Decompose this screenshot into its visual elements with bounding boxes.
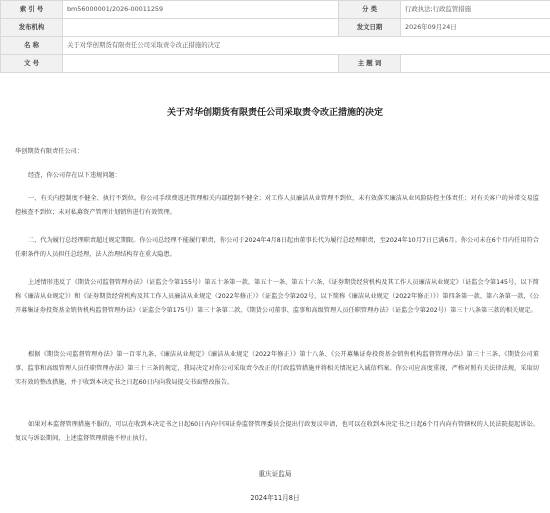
name-value: 关于对华创期货有限责任公司采取责令改正措施的决定 — [63, 37, 550, 55]
sign-date: 2024年11月8日 — [250, 494, 300, 502]
document-title: 关于对华创期货有限责任公司采取责令改正措施的决定 — [166, 108, 383, 118]
salutation: 华创期货有限责任公司： — [15, 148, 84, 155]
signer: 重庆证监局 — [258, 470, 292, 478]
keywords-label: 主 题 词 — [339, 55, 401, 73]
index-value: bm56000001/2026-00011259 — [63, 1, 339, 19]
index-label: 索 引 号 — [1, 1, 63, 19]
paragraph-issue-1: 一、有关内控制度不健全、执行不到位。你公司手续费返还管理相关内部控制不健全；对工作人员廉洁从业管理不到位，未有效落实廉洁从业风险防控主体责任；对有关客户的异常交易监控核查不到位；未对私募资产管理计划销售进行有效管理。 — [15, 195, 539, 216]
date-value: 2026年09月24日 — [401, 19, 550, 37]
meta-row-index — [1, 1, 550, 19]
category-label: 分 类 — [339, 1, 401, 19]
paragraph-appeal: 如果对本监督管理措施不服的，可以在收到本决定书之日起60日内向中国证券监督管理委员会提出行政复议申请，也可以在收到本决定书之日起6个月内向有管辖权的人民法院提起诉讼。复议与诉讼期间，上述监督管理措施不停止执行。 — [15, 421, 539, 442]
document-meta-table — [0, 0, 550, 73]
paragraph-decision: 根据《期货公司监督管理办法》第一百零九条、《廉洁从业规定》《廉洁从业规定（2022年修正）》第十八条、《公开募集证券投资基金销售机构监督管理办法》第三十三条、《期货公司董事、监事和高级管理人员任职管理办法》第三十三条的规定，我局决定对你公司采取责令改正的行政监管措施并将相关情况记入诚信档案。你公司应高度重视，严格对照有关法律法规，采取切实有效的整改措施，并于收到本决定书之日起60日内向我局提交书面整改报告。 — [15, 351, 539, 386]
issuer-label: 发布机构 — [1, 19, 63, 37]
category-value: 行政执法;行政监管措施 — [401, 1, 550, 19]
paragraph-violations: 上述情形违反了《期货公司监督管理办法》（证监会令第155号）第五十条第一款、第五十一条、第五十六条，《证券期货经营机构及其工作人员廉洁从业规定》（证监会令第145号，以下简称《廉洁从业规定》）和《证券期货经营机构及其工作人员廉洁从业规定（2022年修正）》（证监会令第202号，以下简称《廉洁从业规定（2022年修正）》）第四条第一款、第六条第一款，《公开募集证券投资基金销售机构监督管理办法》（证监会令第175号）第三十条第二款，《期货公司董事、监事和高级管理人员任职管理办法》（证监会令第202号）第三十八条第三款的相关规定。 — [15, 279, 539, 314]
date-label: 发文日期 — [339, 19, 401, 37]
name-label: 名 称 — [1, 37, 63, 55]
meta-row-name — [1, 37, 550, 55]
meta-row-docno — [1, 55, 550, 73]
keywords-value — [401, 55, 550, 73]
doc-no-label: 文 号 — [1, 55, 63, 73]
issuer-value — [63, 19, 339, 37]
paragraph-issue-2: 二、代为履行总经理职责超过规定期限。你公司总经理不能履行职责，你公司于2024年4月8日起由董事长代为履行总经理职责，至2024年10月7日已满6月。你公司未在6个月内任用符合任职条件的人员担任总经理，法人治理结构存在重大隐患。 — [15, 237, 539, 258]
meta-row-issuer — [1, 19, 550, 37]
paragraph-findings-intro: 经查，你公司存在以下违规问题： — [28, 172, 121, 179]
doc-no-value — [63, 55, 339, 73]
